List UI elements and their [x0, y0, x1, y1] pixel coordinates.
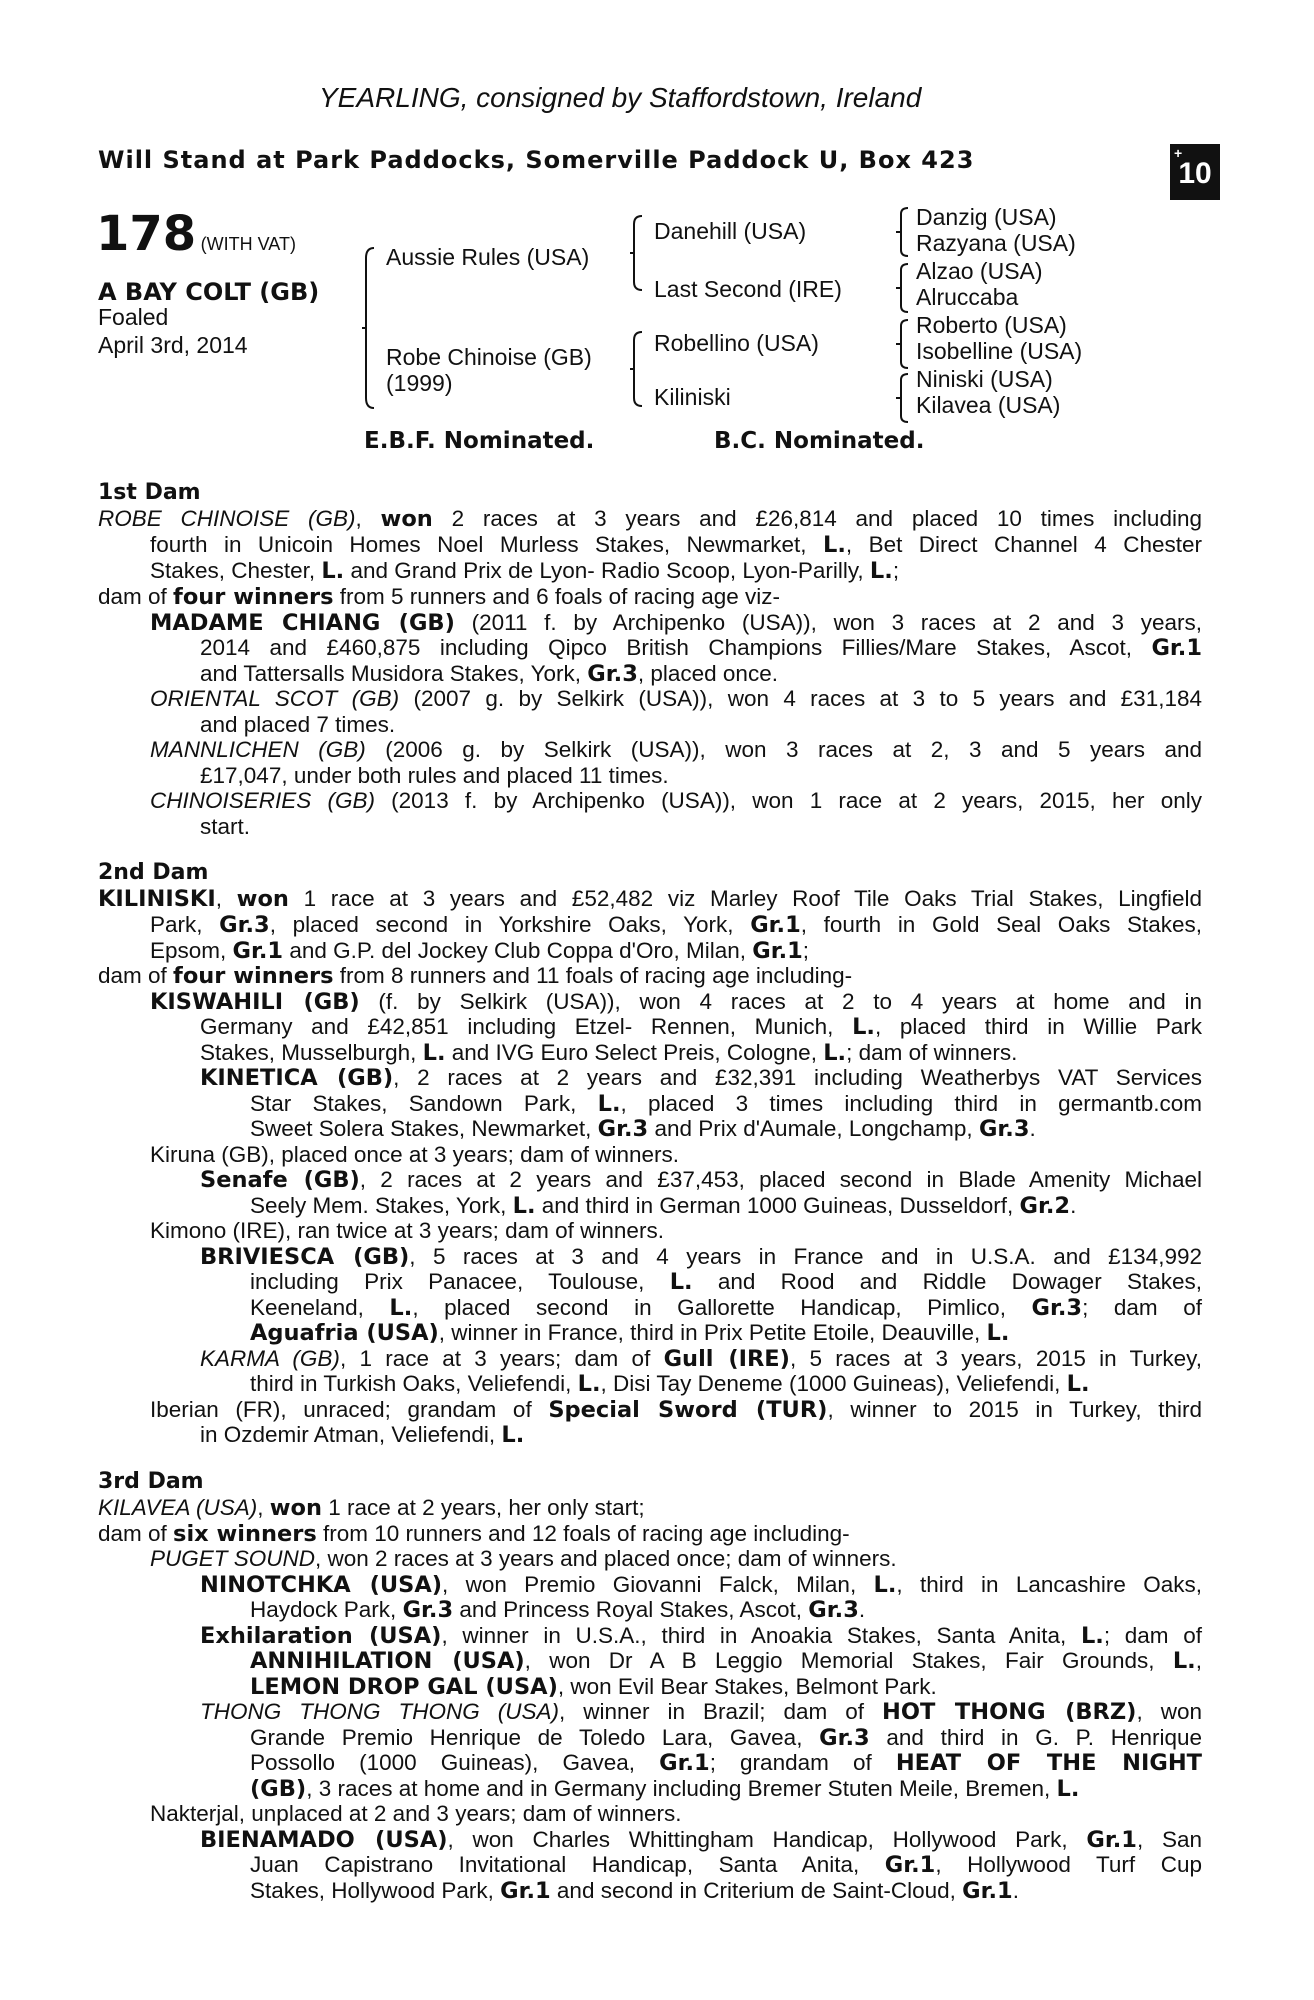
text-line: Nakterjal, unplaced at 2 and 3 years; dam of winners.	[150, 1801, 682, 1826]
ped-dsd: Isobelline (USA)	[916, 338, 1083, 364]
text-line: fourth in Unicoin Homes Noel Murless Stakes, Newmarket, L., Bet Direct Channel 4 Chester	[150, 532, 1202, 558]
text-line: MANNLICHEN (GB) (2006 g. by Selkirk (USA)), won 3 races at 2, 3 and 5 years and	[150, 737, 1203, 762]
text-line: Stakes, Hollywood Park, Gr.1 and second in Criterium de Saint-Cloud, Gr.1.	[250, 1878, 1019, 1904]
text-line: ANNIHILATION (USA), won Dr A B Leggio Memorial Stakes, Fair Grounds, L.,	[250, 1648, 1202, 1674]
foaled-date: April 3rd, 2014	[98, 332, 248, 358]
text-line: NINOTCHKA (USA), won Premio Giovanni Falck, Milan, L., third in Lancashire Oaks,	[200, 1572, 1202, 1598]
text-line: Germany and £42,851 including Etzel- Rennen, Munich, L., placed third in Willie Park	[200, 1014, 1202, 1040]
pedigree-bracket-3b	[896, 262, 914, 314]
lot-number: 178	[96, 206, 197, 262]
text-line: Keeneland, L., placed second in Gallorette Handicap, Pimlico, Gr.3; dam of	[250, 1295, 1202, 1321]
ped-sdd: Alruccaba	[916, 284, 1019, 310]
text-line: Stakes, Chester, L. and Grand Prix de Lyon- Radio Scoop, Lyon-Parilly, L.;	[150, 558, 900, 584]
text-line: Aguafria (USA), winner in France, third in Prix Petite Etoile, Deauville, L.	[250, 1320, 1010, 1346]
vat-note: (WITH VAT)	[200, 234, 296, 254]
text-line: KARMA (GB), 1 race at 3 years; dam of Gull (IRE), 5 races at 3 years, 2015 in Turkey,	[200, 1346, 1202, 1372]
bc-nominated: B.C. Nominated.	[714, 428, 925, 454]
text-line: KILAVEA (USA), won 1 race at 2 years, her only start;	[98, 1495, 645, 1521]
text-line: KINETICA (GB), 2 races at 2 years and £32,391 including Weatherbys VAT Services	[200, 1065, 1203, 1091]
ped-sds: Alzao (USA)	[916, 258, 1043, 284]
pedigree-bracket-3c	[896, 318, 914, 370]
sire-dam-name: Last Second (IRE)	[654, 276, 842, 302]
section-3rd-dam: 3rd Dam	[98, 1469, 204, 1494]
text-line: Haydock Park, Gr.3 and Princess Royal Stakes, Ascot, Gr.3.	[250, 1597, 866, 1623]
text-line: CHINOISERIES (GB) (2013 f. by Archipenko (USA)), won 1 race at 2 years, 2015, her only	[150, 788, 1202, 813]
dam-sire-name: Robellino (USA)	[654, 330, 819, 356]
pedigree-bracket-2b	[630, 330, 650, 408]
pedigree-bracket-1	[362, 246, 382, 410]
text-line: Star Stakes, Sandown Park, L., placed 3 times including third in germantb.com	[250, 1091, 1202, 1117]
text-line: including Prix Panacee, Toulouse, L. and Rood and Riddle Dowager Stakes,	[250, 1269, 1203, 1295]
text-line: ROBE CHINOISE (GB), won 2 races at 3 years and £26,814 and placed 10 times including	[98, 506, 1202, 532]
text-line: BIENAMADO (USA), won Charles Whittingham Handicap, Hollywood Park, Gr.1, San	[200, 1827, 1202, 1853]
text-line: (GB), 3 races at home and in Germany including Bremer Stuten Meile, Bremen, L.	[250, 1776, 1080, 1802]
text-line: third in Turkish Oaks, Veliefendi, L., Disi Tay Deneme (1000 Guineas), Veliefendi, L.	[250, 1371, 1090, 1397]
text-line: dam of four winners from 8 runners and 11 foals of racing age including-	[98, 963, 853, 989]
text-line: in Ozdemir Atman, Veliefendi, L.	[200, 1422, 525, 1448]
colt-title: A BAY COLT (GB)	[98, 278, 320, 306]
text-line: KISWAHILI (GB) (f. by Selkirk (USA)), won 4 races at 2 to 4 years at home and in	[150, 989, 1202, 1015]
text-line: 2014 and £460,875 including Qipco British Champions Fillies/Mare Stakes, Ascot, Gr.1	[200, 635, 1202, 661]
text-line: THONG THONG THONG (USA), winner in Brazil; dam of HOT THONG (BRZ), won	[200, 1699, 1203, 1725]
dam-year: (1999)	[386, 370, 453, 396]
text-line: Grande Premio Henrique de Toledo Lara, Gavea, Gr.3 and third in G. P. Henrique	[250, 1725, 1202, 1751]
text-line: MADAME CHIANG (GB) (2011 f. by Archipenko (USA)), won 3 races at 2 and 3 years,	[150, 610, 1202, 636]
text-line: and placed 7 times.	[200, 712, 396, 737]
text-line: Epsom, Gr.1 and G.P. del Jockey Club Coppa d'Oro, Milan, Gr.1;	[150, 938, 810, 964]
dam-dam-name: Kiliniski	[654, 384, 731, 410]
ped-dds: Niniski (USA)	[916, 366, 1053, 392]
dam-name: Robe Chinoise (GB)	[386, 344, 592, 370]
text-line: Kiruna (GB), placed once at 3 years; dam of winners.	[150, 1142, 680, 1167]
text-line: Juan Capistrano Invitational Handicap, Santa Anita, Gr.1, Hollywood Turf Cup	[250, 1852, 1202, 1878]
text-line: Possollo (1000 Guineas), Gavea, Gr.1; grandam of HEAT OF THE NIGHT	[250, 1750, 1203, 1776]
foaled-label: Foaled	[98, 304, 169, 330]
ped-ddd: Kilavea (USA)	[916, 392, 1061, 418]
section-1st-dam: 1st Dam	[98, 480, 201, 505]
text-line: Exhilaration (USA), winner in U.S.A., third in Anoakia Stakes, Santa Anita, L.; dam of	[200, 1623, 1202, 1649]
sire-sire-name: Danehill (USA)	[654, 218, 807, 244]
text-line: BRIVIESCA (GB), 5 races at 3 and 4 years in France and in U.S.A. and £134,992	[200, 1244, 1202, 1270]
text-line: dam of six winners from 10 runners and 12 foals of racing age including-	[98, 1521, 850, 1547]
text-line: LEMON DROP GAL (USA), won Evil Bear Stakes, Belmont Park.	[250, 1674, 937, 1700]
text-line: Iberian (FR), unraced; grandam of Special Sword (TUR), winner to 2015 in Turkey, third	[150, 1397, 1202, 1423]
pedigree-bracket-3d	[896, 372, 914, 424]
sire-name: Aussie Rules (USA)	[386, 244, 590, 270]
text-line: PUGET SOUND, won 2 races at 3 years and placed once; dam of winners.	[150, 1546, 897, 1571]
text-line: KILINISKI, won 1 race at 3 years and £52,482 viz Marley Roof Tile Oaks Trial Stakes, Lingfield	[98, 886, 1202, 912]
lot-badge	[1170, 144, 1220, 200]
text-line: £17,047, under both rules and placed 11 times.	[200, 763, 669, 788]
ped-ssd: Razyana (USA)	[916, 230, 1076, 256]
text-line: Stakes, Musselburgh, L. and IVG Euro Select Preis, Cologne, L.; dam of winners.	[200, 1040, 1018, 1066]
text-line: Senafe (GB), 2 races at 2 years and £37,453, placed second in Blade Amenity Michael	[200, 1167, 1203, 1193]
text-line: Seely Mem. Stakes, York, L. and third in German 1000 Guineas, Dusseldorf, Gr.2.	[250, 1193, 1077, 1219]
lot-number-line	[96, 206, 296, 262]
text-line: Park, Gr.3, placed second in Yorkshire Oaks, York, Gr.1, fourth in Gold Seal Oaks Stakes,	[150, 912, 1202, 938]
section-2nd-dam: 2nd Dam	[98, 860, 209, 885]
pedigree-bracket-2a	[630, 214, 650, 292]
badge-number: 10	[1178, 157, 1212, 190]
text-line: Sweet Solera Stakes, Newmarket, Gr.3 and Prix d'Aumale, Longchamp, Gr.3.	[250, 1116, 1036, 1142]
text-line: ORIENTAL SCOT (GB) (2007 g. by Selkirk (USA)), won 4 races at 3 to 5 years and £31,184	[150, 686, 1202, 711]
text-line: dam of four winners from 5 runners and 6 foals of racing age viz-	[98, 584, 781, 610]
pedigree-bracket-3a	[896, 206, 914, 258]
ebf-nominated: E.B.F. Nominated.	[364, 428, 595, 454]
ped-sss: Danzig (USA)	[916, 204, 1057, 230]
consignment-heading: YEARLING, consigned by Staffordstown, Ireland	[319, 82, 922, 113]
badge-plus: +	[1174, 145, 1183, 161]
text-line: and Tattersalls Musidora Stakes, York, Gr.3, placed once.	[200, 661, 778, 687]
stand-location: Will Stand at Park Paddocks, Somerville Paddock U, Box 423	[98, 146, 975, 174]
text-line: Kimono (IRE), ran twice at 3 years; dam of winners.	[150, 1218, 664, 1243]
ped-dss: Roberto (USA)	[916, 312, 1067, 338]
text-line: start.	[200, 814, 251, 839]
